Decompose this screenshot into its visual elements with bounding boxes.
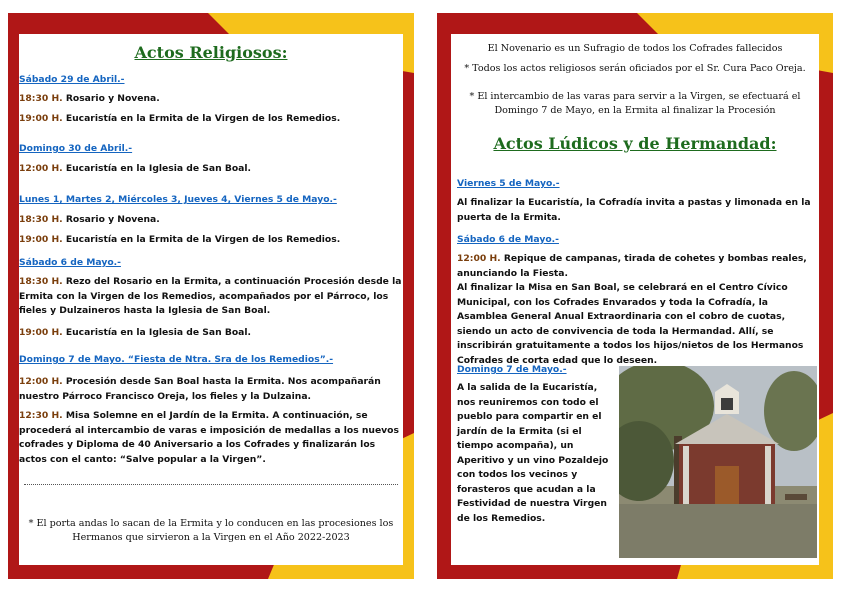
date-heading: Domingo 7 de Mayo. “Fiesta de Ntra. Sra de los Remedios”.- [19,354,334,365]
event-text: Eucaristía en la Ermita de la Virgen de los Remedios. [65,113,341,124]
event-entry [19,409,403,467]
event-entry [19,375,403,404]
event-text: Rosario y Novena. [65,214,160,225]
novenario-note: El Novenario es un Sufragio de todos los Cofrades fallecidos [487,43,783,54]
event-text: Procesión desde San Boal hasta la Ermita. Nos acompañarán nuestro Párroco Francisco Oreja, los fieles y la Dulzaina. [19,376,381,402]
date-heading: Domingo 7 de Mayo.- [457,364,567,375]
event-text: Eucaristía en la Iglesia de San Boal. [65,327,252,338]
leisure-acts-title: Actos Lúdicos y de Hermandad: [493,134,777,153]
event-entry [19,112,403,127]
event-entry [19,275,403,319]
event-time: 19:00 H. [19,234,63,245]
event-time: 12:00 H. [19,163,63,174]
event-text: Misa Solemne en el Jardín de la Ermita. A continuación, se procederá al intercambio de varas e imposición de medallas a los nuevos cofrades y Diploma de 40 Aniversario a los Cofrades y finalizarán los actos con el canto: “Salve popular a la Virgen”. [19,410,399,465]
dotted-divider [24,484,398,485]
event-text: Rezo del Rosario en la Ermita, a continuación Procesión desde la Ermita con la Virgen de los Remedios, acompañados por el Párroco, los fieles y Dulzaineros hasta la Iglesia de San Boal. [19,276,402,316]
event-text: Eucaristía en la Iglesia de San Boal. [65,163,252,174]
event-time: 19:00 H. [19,113,63,124]
event-text: Eucaristía en la Ermita de la Virgen de los Remedios. [65,234,341,245]
religious-acts-title: Actos Religiosos: [134,43,288,62]
event-time: 18:30 H. [19,276,63,287]
date-heading: Viernes 5 de Mayo.- [457,178,560,189]
event-entry [19,233,403,248]
event-time: 18:30 H. [19,93,63,104]
event-text: A la salida de la Eucaristía, nos reuniremos con todo el pueblo para compartir en el jardín de la Ermita (si el tiempo acompaña), un Aperitivo y un vino Pozaldejo con todos los vecinos y forasteros que acudan a la Festividad de nuestra Virgen de los Remedios. [457,382,609,524]
left-content [19,34,403,565]
date-heading: Domingo 30 de Abril.- [19,143,133,154]
event-time: 12:30 H. [19,410,63,421]
event-text: Rosario y Novena. [65,93,160,104]
exchange-note: * El intercambio de las varas para servir a la Virgen, se efectuará el Domingo 7 de Mayo, en la Ermita al finalizar la Procesión [469,91,801,116]
event-entry [457,252,815,281]
event-entry [19,162,403,177]
event-entry [19,213,403,228]
footnote: * El porta andas lo sacan de la Ermita y lo conducen en las procesiones los Hermanos que sirvieron a la Virgen en el Año 2022-2023 [28,518,394,543]
event-entry [19,326,403,341]
event-time: 12:00 H. [19,376,63,387]
event-time: 18:30 H. [19,214,63,225]
event-text: Repique de campanas, tirada de cohetes y bombas reales, anunciando la Fiesta. [457,253,807,279]
right-panel [437,13,833,579]
officiant-note: * Todos los actos religiosos serán oficiados por el Sr. Cura Paco Oreja. [464,63,806,74]
date-heading: Sábado 6 de Mayo.- [19,257,121,268]
left-panel [8,13,414,579]
date-heading: Lunes 1, Martes 2, Miércoles 3, Jueves 4, Viernes 5 de Mayo.- [19,194,337,205]
date-heading: Sábado 29 de Abril.- [19,74,125,85]
hermitage-photo [619,366,817,558]
event-entry [19,92,403,107]
event-time: 12:00 H. [457,253,501,264]
event-text: Al finalizar la Eucaristía, la Cofradía invita a pastas y limonada en la puerta de la Ermita. [457,197,811,223]
date-heading: Sábado 6 de Mayo.- [457,234,559,245]
event-text: Al finalizar la Misa en San Boal, se celebrará en el Centro Cívico Municipal, con los Cofrades Envarados y toda la Cofradía, la Asamblea General Anual Extraordinaria con el cobro de cuotas, siendo un acto de convivencia de toda la Hermandad. Allí, se inscribirán gratuitamente a todos los hijos/nietos de los Hermanos Cofrades de corta edad que lo deseen. [457,282,804,366]
right-content [451,34,819,565]
event-time: 19:00 H. [19,327,63,338]
